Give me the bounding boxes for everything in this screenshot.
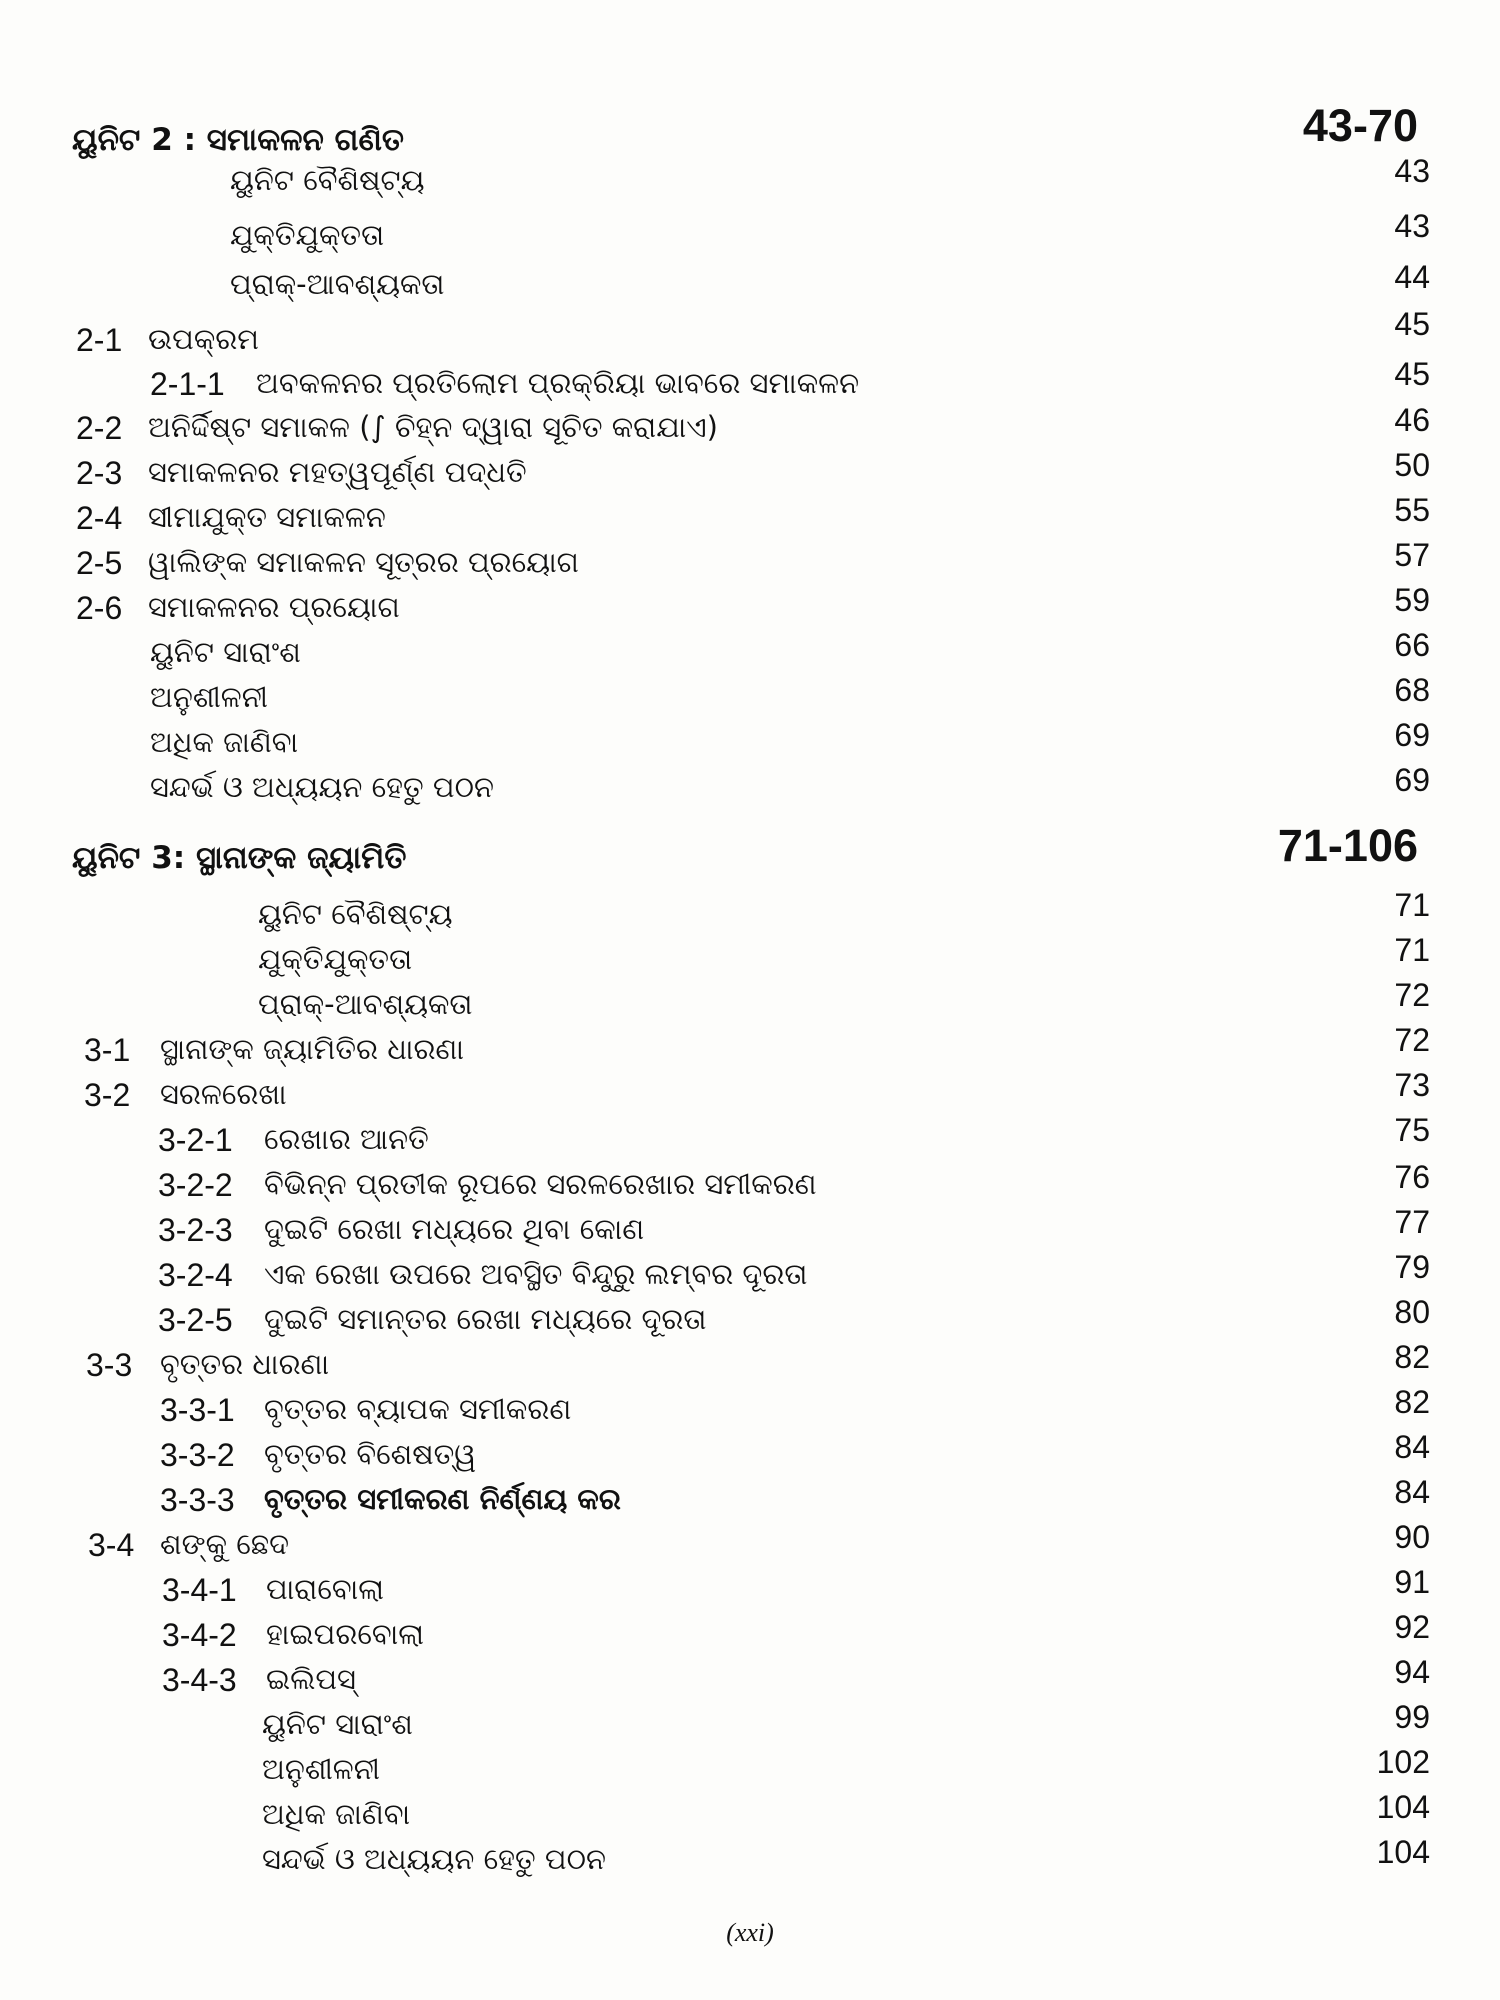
entry-title: ଅନିର୍ଦ୍ଦିଷ୍ଟ ସମାକଳ (∫ ଚିହ୍ନ ଦ୍ୱାରା ସୂଚିତ କରାଯାଏ) — [148, 410, 718, 444]
entry-page: 104 — [1376, 1789, 1430, 1825]
entry-page: 43 — [1394, 153, 1430, 189]
entry-number: 3-2-2 — [158, 1167, 233, 1203]
toc-entry[interactable] — [0, 887, 1500, 941]
entry-page: 80 — [1394, 1294, 1430, 1330]
page-number-footer: (xxi) — [726, 1918, 774, 1947]
entry-page: 59 — [1394, 582, 1430, 618]
entry-page: 77 — [1394, 1204, 1430, 1240]
entry-title: ଏକ ରେଖା ଉପରେ ଅବସ୍ଥିତ ବିନ୍ଦୁରୁ ଲମ୍ବର ଦୂରତା — [264, 1257, 808, 1291]
entry-page: 82 — [1394, 1384, 1430, 1420]
entry-page: 43 — [1394, 208, 1430, 244]
toc-entry[interactable] — [0, 1112, 1500, 1166]
toc-entry[interactable] — [0, 1384, 1500, 1436]
toc-entry[interactable] — [0, 1699, 1500, 1751]
entry-page: 94 — [1394, 1654, 1430, 1690]
toc-entry[interactable] — [0, 259, 1500, 311]
entry-page: 84 — [1394, 1429, 1430, 1465]
entry-number: 2-2 — [76, 410, 123, 446]
entry-page: 91 — [1394, 1564, 1430, 1600]
toc-entry[interactable] — [0, 1429, 1500, 1481]
toc-entry[interactable] — [0, 1339, 1500, 1391]
entry-number: 3-3 — [86, 1347, 133, 1383]
entry-number: 2-1-1 — [150, 366, 225, 402]
entry-title: ସ୍ଥାନାଙ୍କ ଜ୍ୟାମିତିର ଧାରଣା — [160, 1032, 464, 1066]
entry-title: ଯୁକ୍ତିଯୁକ୍ତତା — [258, 942, 413, 976]
entry-page: 72 — [1394, 977, 1430, 1013]
entry-title: ପାରାବୋଲା — [266, 1572, 385, 1606]
entry-page: 71 — [1394, 887, 1430, 923]
entry-number: 3-2-4 — [158, 1257, 233, 1293]
toc-entry[interactable] — [0, 717, 1500, 769]
toc-entry[interactable] — [0, 1474, 1500, 1526]
entry-number: 3-2 — [84, 1077, 131, 1113]
entry-page: 84 — [1394, 1474, 1430, 1510]
toc-entry[interactable] — [0, 402, 1500, 454]
entry-page: 99 — [1394, 1699, 1430, 1735]
entry-title: ସନ୍ଦର୍ଭ ଓ ଅଧ୍ୟୟନ ହେତୁ ପଠନ — [262, 1842, 606, 1876]
entry-number: 3-2-3 — [158, 1212, 233, 1248]
entry-number: 2-5 — [76, 545, 123, 581]
entry-title: ପ୍ରାକ୍-ଆବଶ୍ୟକତା — [230, 267, 445, 301]
toc-entry[interactable] — [0, 447, 1500, 499]
entry-title: ସରଳରେଖା — [160, 1077, 287, 1111]
entry-title: ଅନୁଶୀଳନୀ — [150, 680, 269, 714]
toc-entry[interactable] — [0, 1204, 1500, 1256]
entry-number: 2-4 — [76, 500, 123, 536]
entry-number: 3-2-1 — [158, 1122, 233, 1158]
entry-number: 3-3-3 — [160, 1482, 235, 1518]
entry-number: 3-4-3 — [162, 1662, 237, 1698]
entry-title: ଇଲିପସ୍ — [266, 1662, 356, 1696]
entry-page: 66 — [1394, 627, 1430, 663]
entry-title: ୟୁନିଟ ସାରାଂଶ — [262, 1707, 413, 1741]
entry-page: 90 — [1394, 1519, 1430, 1555]
entry-title: ସୀମାଯୁକ୍ତ ସମାକଳନ — [148, 500, 386, 534]
entry-page: 73 — [1394, 1067, 1430, 1103]
entry-title: ଅଧିକ ଜାଣିବା — [150, 725, 299, 759]
entry-title: ଦୁଇଟି ସମାନ୍ତର ରେଖା ମଧ୍ୟରେ ଦୂରତା — [264, 1302, 707, 1336]
entry-title: ଶଙ୍କୁ ଛେଦ — [160, 1527, 290, 1561]
entry-title: ବିଭିନ୍ନ ପ୍ରତୀକ ରୂପରେ ସରଳରେଖାର ସମୀକରଣ — [264, 1167, 817, 1201]
entry-page: 55 — [1394, 492, 1430, 528]
entry-page: 82 — [1394, 1339, 1430, 1375]
toc-entry[interactable] — [0, 1022, 1500, 1076]
entry-number: 3-1 — [84, 1032, 131, 1068]
toc-entry[interactable] — [0, 208, 1500, 262]
unit-heading: ୟୁନିଟ 2 : ସମାକଳନ ଗଣିତ — [72, 122, 405, 158]
entry-number: 3-4 — [88, 1527, 135, 1563]
unit-page-range: 71-106 — [1277, 820, 1418, 871]
toc-entry[interactable] — [0, 537, 1500, 589]
toc-entry[interactable] — [0, 1067, 1500, 1121]
entry-title: ସମାକଳନର ପ୍ରୟୋଗ — [148, 590, 400, 624]
entry-title: ପ୍ରାକ୍-ଆବଶ୍ୟକତା — [258, 987, 473, 1021]
toc-entry[interactable] — [0, 762, 1500, 814]
toc-entry[interactable] — [0, 492, 1500, 544]
entry-page: 104 — [1376, 1834, 1430, 1870]
entry-page: 45 — [1394, 356, 1430, 392]
toc-entry[interactable] — [0, 932, 1500, 986]
entry-page: 79 — [1394, 1249, 1430, 1285]
toc-entry[interactable] — [0, 582, 1500, 634]
entry-title: ବୃତ୍ତର ବିଶେଷତ୍ୱ — [264, 1437, 477, 1471]
entry-number: 3-2-5 — [158, 1302, 233, 1338]
entry-title: ୟୁନିଟ ବୈଶିଷ୍ଟ୍ୟ — [258, 897, 453, 931]
entry-number: 2-6 — [76, 590, 123, 626]
entry-number: 3-4-2 — [162, 1617, 237, 1653]
entry-page: 75 — [1394, 1112, 1430, 1148]
toc-entry[interactable] — [0, 1294, 1500, 1346]
entry-number: 3-3-1 — [160, 1392, 235, 1428]
toc-entry[interactable] — [0, 1654, 1500, 1706]
entry-title: ଯୁକ୍ତିଯୁକ୍ତତା — [230, 218, 385, 252]
toc-entry[interactable] — [0, 1564, 1500, 1616]
entry-title: ବୃତ୍ତର ଧାରଣା — [160, 1347, 330, 1381]
entry-number: 3-3-2 — [160, 1437, 235, 1473]
entry-number: 3-4-1 — [162, 1572, 237, 1608]
unit-heading: ୟୁନିଟ 3: ସ୍ଥାନାଙ୍କ ଜ୍ୟାମିତି — [72, 840, 407, 876]
toc-entry[interactable] — [0, 1744, 1500, 1796]
toc-entry[interactable] — [0, 627, 1500, 679]
entry-title: ସନ୍ଦର୍ଭ ଓ ଅଧ୍ୟୟନ ହେତୁ ପଠନ — [150, 770, 494, 804]
toc-entry[interactable] — [0, 977, 1500, 1031]
entry-page: 44 — [1394, 259, 1430, 295]
entry-page: 57 — [1394, 537, 1430, 573]
entry-number: 2-1 — [76, 322, 123, 358]
toc-entry[interactable] — [0, 1789, 1500, 1841]
entry-title: ଅବକଳନର ପ୍ରତିଲୋମ ପ୍ରକ୍ରିୟା ଭାବରେ ସମାକଳନ — [256, 366, 860, 400]
entry-page: 76 — [1394, 1159, 1430, 1195]
entry-page: 46 — [1394, 402, 1430, 438]
toc-entry[interactable] — [0, 672, 1500, 724]
entry-page: 69 — [1394, 717, 1430, 753]
entry-title: ଉପକ୍ରମ — [148, 322, 259, 356]
entry-title: ସମାକଳନର ମହତ୍ୱପୂର୍ଣ୍ଣ ପଦ୍ଧତି — [148, 455, 527, 489]
entry-page: 50 — [1394, 447, 1430, 483]
entry-title: ହାଇପରବୋଲା — [266, 1617, 424, 1651]
entry-title: ଅନୁଶୀଳନୀ — [262, 1752, 381, 1786]
entry-page: 71 — [1394, 932, 1430, 968]
entry-title: ରେଖାର ଆନତି — [264, 1122, 429, 1156]
toc-entry[interactable] — [0, 356, 1500, 410]
entry-page: 92 — [1394, 1609, 1430, 1645]
toc-entry[interactable] — [0, 153, 1500, 207]
entry-title: ୟୁନିଟ ବୈଶିଷ୍ଟ୍ୟ — [230, 163, 425, 197]
toc-entry[interactable] — [0, 1249, 1500, 1301]
unit-page-range: 43-70 — [1302, 100, 1418, 151]
entry-page: 68 — [1394, 672, 1430, 708]
entry-title: ବୃତ୍ତର ସମୀକରଣ ନିର୍ଣ୍ଣୟ କର — [264, 1482, 621, 1516]
entry-title: ବୃତ୍ତର ବ୍ୟାପକ ସମୀକରଣ — [264, 1392, 572, 1426]
entry-title: ୱାଲିଙ୍କ ସମାକଳନ ସୂତ୍ରର ପ୍ରୟୋଗ — [148, 545, 579, 579]
toc-entry[interactable] — [0, 306, 1500, 366]
toc-entry[interactable] — [0, 1159, 1500, 1211]
entry-number: 2-3 — [76, 455, 123, 491]
entry-page: 72 — [1394, 1022, 1430, 1058]
entry-title: ଅଧିକ ଜାଣିବା — [262, 1797, 411, 1831]
entry-page: 69 — [1394, 762, 1430, 798]
entry-page: 102 — [1376, 1744, 1430, 1780]
toc-entry[interactable] — [0, 1834, 1500, 1886]
entry-page: 45 — [1394, 306, 1430, 342]
entry-title: ୟୁନିଟ ସାରାଂଶ — [150, 635, 301, 669]
toc-entry[interactable] — [0, 1609, 1500, 1661]
entry-title: ଦୁଇଟି ରେଖା ମଧ୍ୟରେ ଥିବା କୋଣ — [264, 1212, 645, 1246]
toc-entry[interactable] — [0, 1519, 1500, 1571]
